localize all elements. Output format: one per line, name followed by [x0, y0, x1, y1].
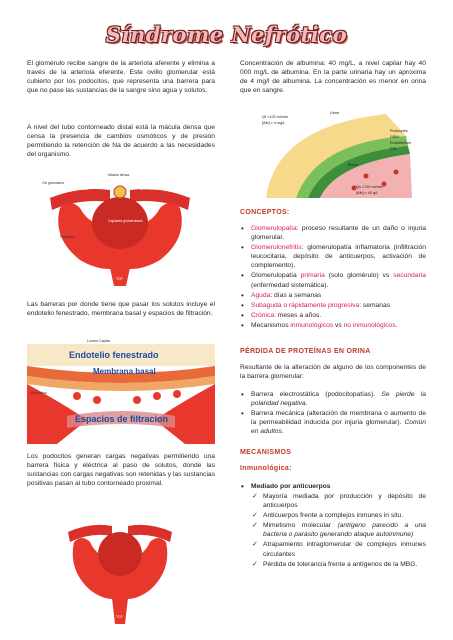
list-item: ✓ Mayoría mediada por producción y depósito de anticuerpos: [252, 492, 426, 510]
label-gbm: GBM: [390, 135, 399, 139]
label-blood: Blood: [348, 163, 358, 167]
label-esl: ESL: [390, 147, 398, 151]
label-podocitos-2: Podocitos: [31, 391, 47, 395]
albumin-filtration-diagram: [256, 106, 416, 198]
label-urine: Urine: [330, 111, 340, 115]
list-item: • Crónica: meses a años.: [240, 311, 426, 320]
list-item: • Mediado por anticuerpos: [240, 482, 426, 491]
list-item: • Barrera electrostática (podocitopatías). Se pierde la polaridad negativa.: [240, 390, 426, 408]
heading-conceptos: CONCEPTOS:: [240, 209, 290, 216]
list-item: ✓ Mimetismo molecular (antígeno parecido a una bacteria o parásito generando ataque autoinmune): [252, 521, 426, 539]
label-membrana-basal: Membrana basal: [93, 367, 156, 376]
list-item: • Mecanismos inmunológicos vs no inmunológicos.: [240, 321, 426, 330]
label-tcp: TCP: [116, 277, 123, 281]
checks-list: [252, 492, 426, 570]
page-title: Síndrome Nefrótico: [105, 22, 348, 47]
label-espacios: Espacios de filtracion: [75, 414, 169, 424]
heading-inmunologica: Inmunológica:: [240, 465, 292, 472]
value-qs: Qs =720 ml/min: [356, 185, 383, 189]
list-item: ✓ Atrapamiento intraglomerular de complejos inmunes circulantes: [252, 540, 426, 558]
list-item: • Barrera mecánica (alteración de membrana o aumento de la permeabilidad inducida por injuria glomerular). Común en adultos.: [240, 409, 426, 436]
paragraph-macula-densa: A nivel del tubo contorneado distal está la mácula densa que censa la presencia de cambios osmóticos y de presión permitiendo la retención de Na de acuerdo a las necesidades del organismo.: [27, 124, 215, 159]
paragraph-podocitos: Los podocitos generan cargas negativas permitiendo una barrera física y eléctrica al paso de solutos, donde las sustancias con cargas negativas son retenidas y las sustancias positivas pasan al tubo contorneado proximal.: [27, 453, 215, 488]
label-macula-densa: Mácula densa: [108, 173, 130, 177]
label-cel-granulares: Cel granulares: [42, 181, 65, 185]
label-tcp-2: TCP: [116, 615, 123, 619]
glomerulus-diagram-2: [60, 512, 180, 630]
glomerulus-diagram: [40, 168, 200, 296]
value-qf: Qf =125 ml/min: [262, 115, 288, 119]
paragraph-perdida-intro: Resultante de la alteración de alguno de los componentes de la barrera glomerular:: [240, 364, 426, 381]
paragraph-barreras: Las barreras por donde tiene que pasar los solutos incluye el endotelio fenestrado, membrana basal y espacios de filtración.: [27, 301, 215, 318]
perdida-list: [240, 390, 426, 437]
label-endotelio: Endotelio fenestrado: [69, 350, 159, 360]
conceptos-list: [240, 224, 426, 331]
label-endothelium: Endothelium: [390, 141, 412, 145]
value-alb-blood: [Alb] ≈ 40 g/L: [356, 191, 379, 195]
mediado-list: [240, 482, 426, 492]
list-item: ✓ Pérdida de tolerancia frente a antígenos de la MBG.: [252, 560, 426, 569]
heading-perdida: PÉRDIDA DE PROTEÍNAS EN ORINA: [240, 348, 371, 355]
label-arteriola-aferente: Arteriola aferente: [140, 187, 167, 191]
list-item: • Aguda: días a semanas: [240, 291, 426, 300]
heading-mecanismos: MECANISMOS: [240, 449, 292, 456]
filtration-barrier-diagram: [27, 336, 215, 446]
paragraph-albumina: Concentración de albumina: 40 mg/L, a nivel capilar hay 40 000 mg/L de albumina. En la parte urinaria hay un aproxima de 4 mg/l de albumina. La concentración es menor en orina que en sangre.: [240, 60, 426, 95]
value-alb-urine: [Alb] ≈ 4 mg/L: [262, 121, 286, 125]
label-capilares: Capilares glomerulares: [108, 219, 143, 223]
label-lumen-capilar: Lumen Capilar: [87, 339, 111, 343]
list-item: • Glomerulopatía primaria (solo glomérulo) vs secundaria (enfermedad sistemática).: [240, 271, 426, 289]
label-podocytes: Podocytes: [390, 129, 408, 133]
list-item: • Glomerulonefritis: glomerulopatía inflamatoria (infiltración leucocitaria, depósito de anticuerpos, activación de complemento).: [240, 243, 426, 270]
list-item: ✓ Anticuerpos frente a complejos inmunes in situ.: [252, 511, 426, 520]
label-arteriola-eferente: Arteriola eferente: [62, 187, 89, 191]
paragraph-glomerulo: El glomérulo recibe sangre de la arteriola aferente y elimina a través de la arteriola eferente. Este ovillo glomerular está cubierto por los podocitos, que representa una barrera para que no pase las sustancias de la sangre sino agua y solutos.: [27, 60, 215, 95]
label-podocitos: Podocitos: [60, 235, 75, 239]
list-item: • Subaguda o rápidamente progresiva: semanas: [240, 301, 426, 310]
list-item: • Glomerulopatía: proceso resultante de un daño o injuria glomerular.: [240, 224, 426, 242]
